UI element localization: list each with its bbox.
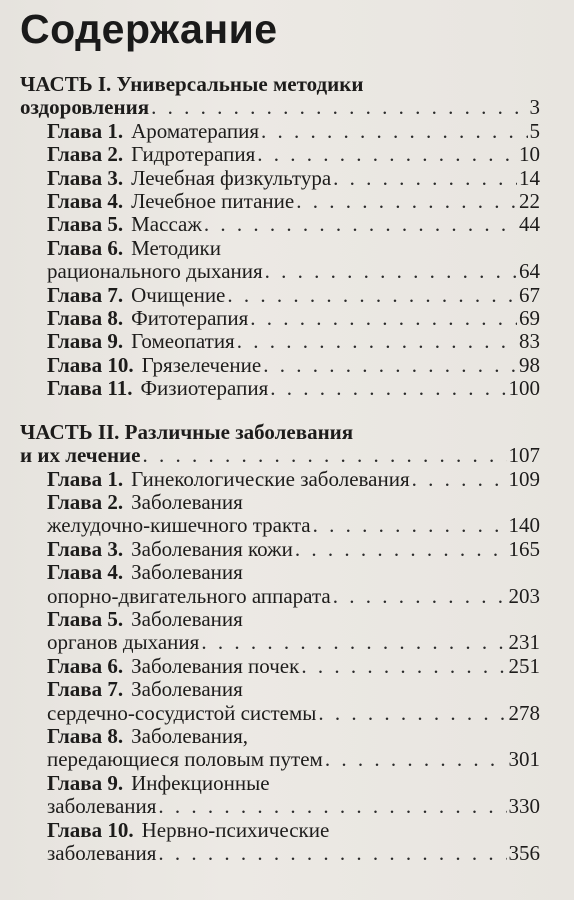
part-title-line xyxy=(20,96,540,119)
page-number: 3 xyxy=(529,95,540,120)
chapter-label: Глава 9. xyxy=(47,329,124,354)
chapter-line xyxy=(47,237,540,260)
chapter-entry xyxy=(20,307,540,330)
chapter-line xyxy=(47,678,540,701)
page-number: 64 xyxy=(519,259,540,284)
chapter-title: Инфекционные xyxy=(131,770,270,795)
chapter-label: Глава 11. xyxy=(47,376,133,401)
chapter-entry xyxy=(20,377,540,400)
leader-dots xyxy=(333,585,507,608)
chapter-line xyxy=(47,514,540,537)
page-number: 251 xyxy=(508,653,540,678)
leader-dots xyxy=(265,260,517,283)
leader-dots xyxy=(325,748,507,771)
chapter-title: Гидротерапия xyxy=(131,142,256,167)
page-number: 203 xyxy=(508,583,540,608)
part-title-line xyxy=(20,421,540,444)
chapter-title: Заболевания, xyxy=(131,723,249,748)
chapter-entry xyxy=(20,561,540,608)
page-number: 14 xyxy=(519,165,540,190)
chapter-label: Глава 3. xyxy=(47,165,124,190)
leader-dots xyxy=(318,702,506,725)
chapter-line xyxy=(47,330,540,353)
chapter-title: Заболевания xyxy=(131,606,243,631)
page-number: 22 xyxy=(519,189,540,214)
chapter-title: Лечебное питание xyxy=(131,189,295,214)
leader-dots xyxy=(261,120,528,143)
chapter-title: Фитотерапия xyxy=(131,306,249,331)
chapter-line xyxy=(47,143,540,166)
chapter-line xyxy=(47,631,540,654)
chapter-entry xyxy=(20,143,540,166)
chapter-label: Глава 8. xyxy=(47,306,124,331)
chapter-line xyxy=(47,608,540,631)
page-title: Содержание xyxy=(20,6,278,52)
chapter-title: Массаж xyxy=(131,212,202,237)
chapter-line xyxy=(47,842,540,865)
page-number: 98 xyxy=(519,352,540,377)
leader-dots xyxy=(151,96,527,119)
chapter-line xyxy=(47,585,540,608)
chapter-title: Очищение xyxy=(131,282,226,307)
chapter-line xyxy=(47,795,540,818)
page-number: 330 xyxy=(508,794,540,819)
chapter-title: Гомеопатия xyxy=(131,329,235,354)
part-title-text: оздоровления xyxy=(20,95,150,120)
chapter-label: Глава 5. xyxy=(47,212,124,237)
chapter-label: Глава 6. xyxy=(47,653,124,678)
chapter-line xyxy=(47,468,540,491)
chapter-line xyxy=(47,213,540,236)
leader-dots xyxy=(158,795,506,818)
page-number: 140 xyxy=(508,513,540,538)
chapter-entry xyxy=(20,538,540,561)
chapter-line xyxy=(47,748,540,771)
table-of-contents xyxy=(20,73,540,865)
chapter-label: Глава 9. xyxy=(47,770,124,795)
chapter-line xyxy=(47,772,540,795)
chapter-line xyxy=(47,819,540,842)
chapter-line xyxy=(47,120,540,143)
part-title-line xyxy=(20,444,540,467)
chapter-label: Глава 2. xyxy=(47,142,124,167)
chapter-title: передающиеся половым путем xyxy=(47,747,323,772)
chapter-title: Заболевания кожи xyxy=(131,536,293,561)
chapter-entry xyxy=(20,354,540,377)
page-number: 109 xyxy=(508,466,540,491)
chapter-entry xyxy=(20,491,540,538)
chapter-label: Глава 6. xyxy=(47,235,124,260)
chapter-line xyxy=(47,284,540,307)
chapter-entry xyxy=(20,468,540,491)
chapter-entry xyxy=(20,608,540,655)
leader-dots xyxy=(204,213,517,236)
chapter-entry xyxy=(20,167,540,190)
chapter-line xyxy=(47,725,540,748)
leader-dots xyxy=(296,190,517,213)
page-number: 301 xyxy=(508,747,540,772)
leader-dots xyxy=(333,167,517,190)
chapter-line xyxy=(47,354,540,377)
chapter-title: заболевания xyxy=(47,841,157,865)
chapter-entry xyxy=(20,190,540,213)
chapter-entry xyxy=(20,678,540,725)
chapter-title: Заболевания xyxy=(131,560,243,585)
leader-dots xyxy=(227,284,517,307)
chapter-title: Заболевания xyxy=(131,677,243,702)
chapter-label: Глава 5. xyxy=(47,606,124,631)
leader-dots xyxy=(142,444,506,467)
leader-dots xyxy=(313,514,507,537)
chapter-title: рационального дыхания xyxy=(47,259,263,284)
chapter-title: заболевания xyxy=(47,794,157,819)
chapter-label: Глава 3. xyxy=(47,536,124,561)
leader-dots xyxy=(158,842,506,865)
leader-dots xyxy=(250,307,517,330)
leader-dots xyxy=(257,143,517,166)
chapter-label: Глава 7. xyxy=(47,677,124,702)
chapter-label: Глава 2. xyxy=(47,489,124,514)
chapter-title: Методики xyxy=(131,235,222,260)
chapter-entry xyxy=(20,819,540,866)
page-number: 165 xyxy=(508,536,540,561)
page-number: 69 xyxy=(519,306,540,331)
chapter-label: Глава 7. xyxy=(47,282,124,307)
page-number: 278 xyxy=(508,700,540,725)
page-number: 10 xyxy=(519,142,540,167)
part-title-line xyxy=(20,73,540,96)
chapter-label: Глава 10. xyxy=(47,817,134,842)
leader-dots xyxy=(412,468,507,491)
leader-dots xyxy=(295,538,507,561)
chapter-line xyxy=(47,377,540,400)
page-number: 83 xyxy=(519,329,540,354)
page-number: 44 xyxy=(519,212,540,237)
chapter-label: Глава 4. xyxy=(47,560,124,585)
chapter-title: Ароматерапия xyxy=(131,118,259,143)
chapter-entry xyxy=(20,120,540,143)
part-title-text: и их лечение xyxy=(20,443,141,468)
toc-part xyxy=(20,73,540,401)
chapter-line xyxy=(47,702,540,725)
page-number: 231 xyxy=(508,630,540,655)
chapter-title: сердечно-сосудистой системы xyxy=(47,700,317,725)
chapter-label: Глава 1. xyxy=(47,466,124,491)
page-number: 356 xyxy=(508,841,540,865)
chapter-line xyxy=(47,491,540,514)
chapter-line xyxy=(47,655,540,678)
chapter-entry xyxy=(20,284,540,307)
chapter-line xyxy=(47,260,540,283)
page-number: 5 xyxy=(529,118,540,143)
chapter-entry xyxy=(20,237,540,284)
chapter-title: Заболевания xyxy=(131,489,243,514)
chapter-line xyxy=(47,307,540,330)
chapter-label: Глава 1. xyxy=(47,118,124,143)
leader-dots xyxy=(201,631,506,654)
chapter-title: Заболевания почек xyxy=(131,653,300,678)
chapter-line xyxy=(47,167,540,190)
chapter-label: Глава 8. xyxy=(47,723,124,748)
leader-dots xyxy=(237,330,517,353)
part-title-text: ЧАСТЬ II. Различные заболевания xyxy=(20,419,354,444)
chapter-entry xyxy=(20,725,540,772)
chapter-entry xyxy=(20,655,540,678)
chapter-entry xyxy=(20,213,540,236)
page-number: 100 xyxy=(508,376,540,401)
chapter-title: Грязелечение xyxy=(141,352,262,377)
chapter-line xyxy=(47,561,540,584)
part-title-text: ЧАСТЬ I. Универсальные методики xyxy=(20,72,364,96)
chapter-title: Физиотерапия xyxy=(140,376,269,401)
leader-dots xyxy=(263,354,517,377)
chapter-title: желудочно-кишечного тракта xyxy=(47,513,311,538)
chapter-entry xyxy=(20,330,540,353)
chapter-title: Нервно-психические xyxy=(141,817,330,842)
chapter-entry xyxy=(20,772,540,819)
page-number: 107 xyxy=(508,443,540,468)
toc-part xyxy=(20,421,540,866)
leader-dots xyxy=(301,655,506,678)
chapter-line xyxy=(47,190,540,213)
chapter-title: Лечебная физкультура xyxy=(131,165,332,190)
chapter-label: Глава 10. xyxy=(47,352,134,377)
chapter-line xyxy=(47,538,540,561)
chapter-title: опорно-двигательного аппарата xyxy=(47,583,331,608)
chapter-title: органов дыхания xyxy=(47,630,200,655)
page-number: 67 xyxy=(519,282,540,307)
chapter-title: Гинекологические заболевания xyxy=(131,466,410,491)
leader-dots xyxy=(270,377,506,400)
chapter-label: Глава 4. xyxy=(47,189,124,214)
